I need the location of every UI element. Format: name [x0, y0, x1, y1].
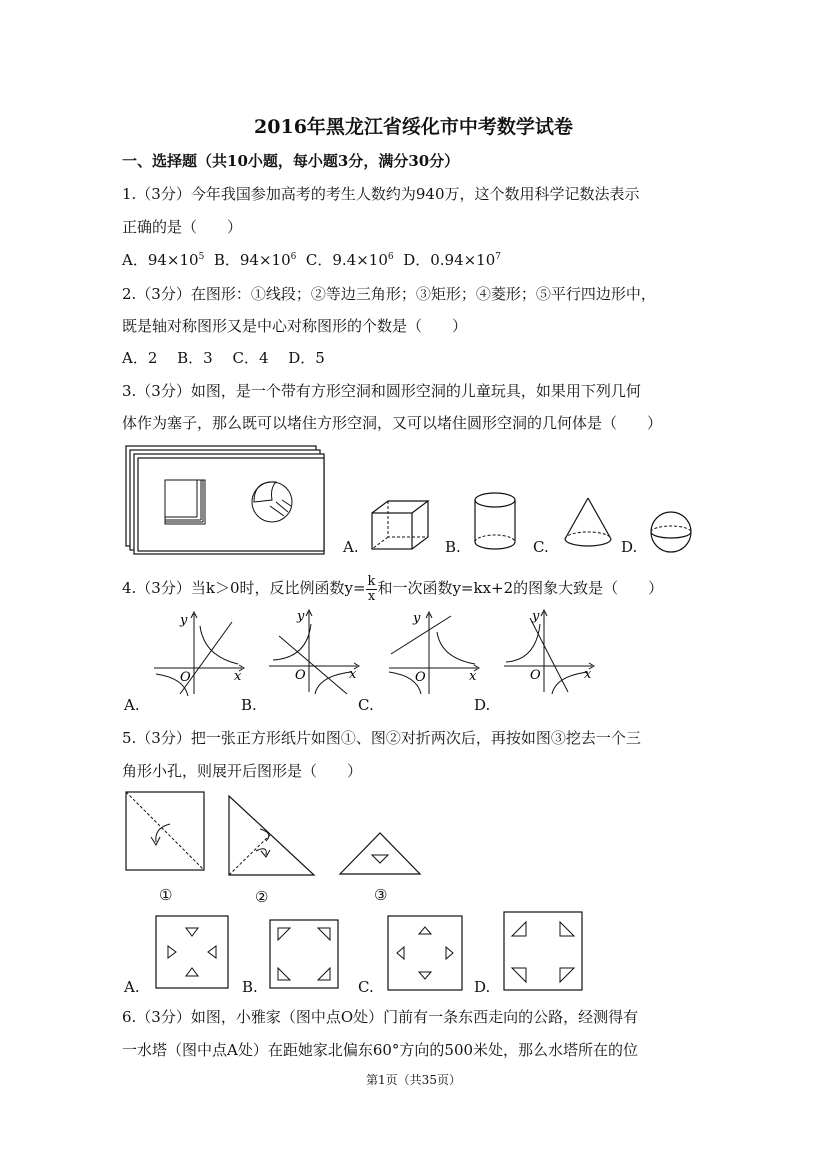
- q5-option-a-label: A.: [124, 978, 140, 996]
- q4-option-a-label: A.: [124, 696, 140, 714]
- q3-sphere-figure: [646, 508, 698, 554]
- q4-graph-b: [265, 606, 365, 696]
- svg-text:O: O: [530, 668, 541, 683]
- q5-fold-step1-figure: [124, 790, 206, 872]
- q5-option-a-figure: [154, 914, 230, 990]
- q2-stem-line2: 既是轴对称图形又是中心对称图形的个数是（ ）: [122, 317, 468, 335]
- q1-options: [122, 249, 501, 270]
- q5-option-d-label: D.: [474, 978, 491, 996]
- q3-toy-board-figure: [120, 440, 330, 555]
- q1-stem-line2: 正确的是（ ）: [122, 218, 243, 236]
- q3-cone-figure: [560, 494, 616, 554]
- q5-fig2-label: ②: [255, 888, 269, 906]
- svg-text:y: y: [297, 609, 305, 624]
- q2-stem-line1: 2.（3分）在图形：①线段；②等边三角形；③矩形；④菱形；⑤平行四边形中，: [122, 285, 656, 303]
- q4-option-b-label: B.: [241, 696, 257, 714]
- q4-option-c-label: C.: [358, 696, 374, 714]
- q3-option-d-label: D.: [621, 538, 638, 556]
- q3-option-b-label: B.: [445, 538, 461, 556]
- q1-stem-line1: 1.（3分）今年我国参加高考的考生人数约为940万，这个数用科学记数法表示: [122, 185, 640, 203]
- q3-cube-figure: [366, 498, 436, 553]
- q6-stem-line2: 一水塔（图中点A处）在距她家北偏东60°方向的500米处，那么水塔所在的位: [122, 1041, 639, 1059]
- q4-graph-a: [150, 608, 250, 698]
- svg-text:y: y: [532, 609, 540, 624]
- q1-option-b: B．$94\times 10^6$: [213, 251, 297, 269]
- page-footer: 第1页（共35页）: [366, 1073, 461, 1087]
- page-title: 2016年黑龙江省绥化市中考数学试卷: [254, 116, 573, 138]
- q3-option-a-label: A.: [343, 538, 359, 556]
- q3-stem-line1: 3.（3分）如图，是一个带有方形空洞和圆形空洞的儿童玩具，如果用下列几何: [122, 382, 641, 400]
- q5-option-d-figure: [502, 910, 584, 992]
- q2-options: A．2 B．3 C．4 D．5: [122, 349, 325, 367]
- svg-text:x: x: [349, 667, 357, 682]
- q5-fold-step3-figure: [338, 830, 424, 878]
- q5-option-b-figure: [268, 918, 340, 990]
- svg-text:y: y: [413, 611, 421, 626]
- q4-fraction: $\frac{k}{x}$: [367, 573, 376, 604]
- q5-fig3-label: ③: [374, 886, 388, 904]
- q5-option-c-figure: [386, 914, 464, 992]
- q5-option-b-label: B.: [242, 978, 258, 996]
- q1-option-c: C．$9.4\times 10^6$: [305, 251, 394, 269]
- svg-text:x: x: [469, 669, 477, 684]
- q4-graph-c: [385, 608, 485, 698]
- q3-option-c-label: C.: [533, 538, 549, 556]
- q3-cylinder-figure: [470, 490, 522, 554]
- q1-option-a: A．$94\times 10^5$: [122, 251, 205, 269]
- svg-text:x: x: [234, 669, 242, 684]
- q5-fold-step2-figure: [226, 793, 318, 879]
- q5-option-c-label: C.: [358, 978, 374, 996]
- q1-option-d: D．$0.94\times 10^7$: [403, 251, 502, 269]
- q5-stem-line2: 角形小孔，则展开后图形是（ ）: [122, 762, 363, 780]
- q3-stem-line2: 体作为塞子，那么既可以堵住方形空洞，又可以堵住圆形空洞的几何体是（ ）: [122, 414, 663, 432]
- svg-text:O: O: [295, 668, 306, 683]
- q5-stem-line1: 5.（3分）把一张正方形纸片如图①、图②对折两次后，再按如图③挖去一个三: [122, 729, 641, 747]
- q4-option-d-label: D.: [474, 696, 491, 714]
- svg-text:x: x: [584, 667, 592, 682]
- svg-text:O: O: [415, 670, 426, 685]
- section-heading: 一、选择题（共10小题，每小题3分，满分30分）: [122, 152, 460, 170]
- q6-stem-line1: 6.（3分）如图，小雅家（图中点O处）门前有一条东西走向的公路，经测得有: [122, 1008, 639, 1026]
- q4-graph-d: [500, 606, 600, 696]
- svg-text:O: O: [180, 670, 191, 685]
- q5-fig1-label: ①: [159, 886, 173, 904]
- q4-stem: 4.（3分）当k＞0时，反比例函数y= $\frac{k}{x}$ 和一次函数y=kx+2的图象大致是（ ）: [122, 573, 664, 604]
- svg-text:y: y: [180, 613, 188, 628]
